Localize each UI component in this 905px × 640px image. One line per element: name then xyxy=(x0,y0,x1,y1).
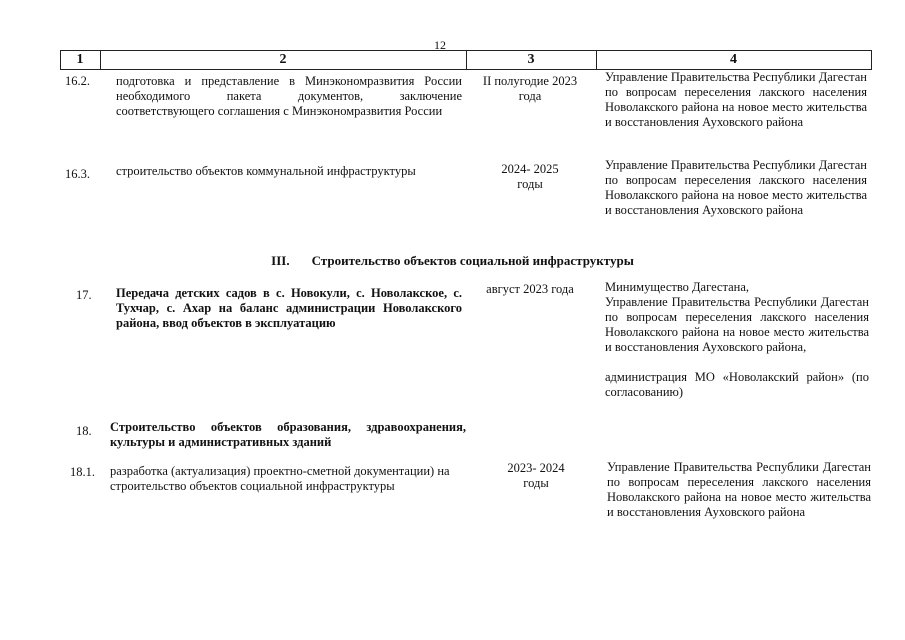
row-description: Передача детских садов в с. Новокули, с. Новолакское, с. Тухчар, с. Ахар на баланс администрации Новолакского района, ввод объектов в эксплуатацию xyxy=(116,286,462,330)
row-number: 18.1. xyxy=(70,465,95,479)
row-responsible: Управление Правительства Республики Дагестан по вопросам переселения лакского населения Новолакского района на новое место жительства и восстановления Ауховского района xyxy=(607,460,871,519)
row-date: 2023- 2024 годы xyxy=(507,461,565,490)
row-description: разработка (актуализация) проектно-сметной документации) на строительство объектов социальной инфраструктуры xyxy=(110,464,450,493)
row-responsible-line3: администрация МО «Новолакский район» (по согласованию) xyxy=(605,370,869,399)
row-responsible: Управление Правительства Республики Дагестан по вопросам переселения лакского населения Новолакского района на новое место жительства и восстановления Ауховского района xyxy=(605,70,867,129)
table-header xyxy=(60,50,872,70)
row-description: строительство объектов коммунальной инфраструктуры xyxy=(116,164,416,178)
row-description: Строительство объектов образования, здравоохранения, культуры и административных зданий xyxy=(110,420,466,449)
row-date: II полугодие 2023 года xyxy=(482,74,578,103)
header-col-4: 4 xyxy=(730,52,737,67)
section-title: Строительство объектов социальной инфраструктуры xyxy=(311,253,634,268)
header-col-2: 2 xyxy=(279,52,287,67)
section-heading xyxy=(0,253,905,269)
row-date: 2024- 2025 годы xyxy=(501,162,559,191)
row-number: 17. xyxy=(76,288,92,302)
row-number: 16.2. xyxy=(65,74,90,88)
row-description: подготовка и представление в Минэкономразвития России необходимого пакета документов, заключение соответствующего соглашения с Минэкономразвития России xyxy=(116,74,462,118)
header-divider xyxy=(871,51,872,69)
row-number: 16.3. xyxy=(65,167,90,181)
row-responsible: Управление Правительства Республики Дагестан по вопросам переселения лакского населения Новолакского района на новое место жительства и восстановления Ауховского района, xyxy=(605,295,869,354)
row-responsible-line1: Минимущество Дагестана, xyxy=(605,280,750,294)
row-number: 18. xyxy=(76,424,92,438)
header-col-3: 3 xyxy=(527,52,535,67)
row-responsible: Управление Правительства Республики Дагестан по вопросам переселения лакского населения Новолакского района на новое место жительства и восстановления Ауховского района xyxy=(605,158,867,217)
row-date: август 2023 года xyxy=(486,282,574,296)
page-number: 12 xyxy=(434,38,446,52)
header-col-1: 1 xyxy=(76,52,84,67)
section-number: III. xyxy=(271,253,290,268)
